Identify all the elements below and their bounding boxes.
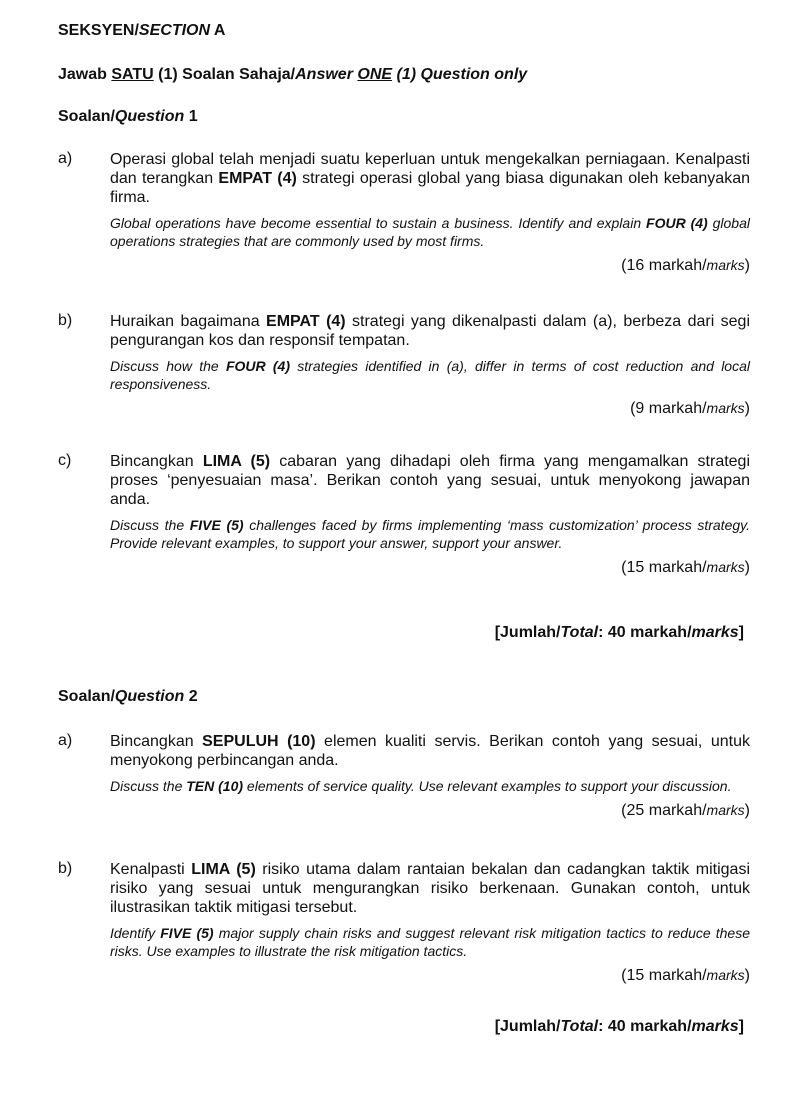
answer-instruction: Jawab SATU (1) Soalan Sahaja/Answer ONE (1) Question only [58, 66, 528, 83]
question-text-en: Global operations have become essential to sustain a business. Identify and explain FOUR (4) global operations strategies that are commonly used by most firms. [110, 215, 750, 249]
part-letter: a) [58, 732, 73, 749]
question-1-total: [Jumlah/Total: 40 markah/marks] [494, 624, 744, 641]
question-text-en: Discuss the FIVE (5) challenges faced by firms implementing ‘mass customization’ process strategy. Provide relevant examples, to support your answer, support your answer. [110, 517, 750, 551]
marks-allocation: (15 markah/marks) [621, 559, 750, 576]
section-heading: SEKSYEN/SECTION A [58, 22, 226, 39]
question-1-title: Soalan/Question 1 [58, 108, 198, 125]
question-1a [58, 150, 750, 275]
question-text-en: Discuss the TEN (10) elements of service quality. Use relevant examples to support your discussion. [110, 778, 732, 794]
marks-allocation: (16 markah/marks) [621, 257, 750, 274]
question-text-en: Identify FIVE (5) major supply chain risks and suggest relevant risk mitigation tactics to reduce these risks. Use examples to illustrate the risk mitigation tactics. [110, 925, 751, 959]
question-2-total: [Jumlah/Total: 40 markah/marks] [494, 1018, 744, 1035]
part-letter: c) [58, 452, 72, 469]
marks-allocation: (9 markah/marks) [630, 400, 750, 417]
question-text-ms: Kenalpasti LIMA (5) risiko utama dalam rantaian bekalan dan cadangkan taktik mitigasi risiko yang sesuai untuk mengurangkan risiko berkenaan. Gunakan contoh, untuk ilustrasikan taktik mitigasi tersebut. [110, 861, 750, 916]
question-text-ms: Huraikan bagaimana EMPAT (4) strategi yang dikenalpasti dalam (a), berbeza dari segi pengurangan kos dan responsif tempatan. [110, 313, 751, 349]
part-letter: a) [58, 150, 73, 167]
question-2a [58, 732, 750, 820]
part-letter: b) [58, 860, 73, 877]
question-text-ms: Operasi global telah menjadi suatu keperluan untuk mengekalkan perniagaan. Kenalpasti dan terangkan EMPAT (4) strategi operasi global yang biasa digunakan oleh kebanyakan firma. [110, 151, 751, 206]
question-2b [58, 860, 750, 985]
question-text-ms: Bincangkan SEPULUH (10) elemen kualiti servis. Berikan contoh yang sesuai, untuk menyokong perbincangan anda. [110, 733, 751, 769]
question-1c [58, 452, 750, 577]
question-text-en: Discuss how the FOUR (4) strategies identified in (a), differ in terms of cost reduction and local responsiveness. [110, 358, 750, 392]
question-1b [58, 312, 750, 418]
part-letter: b) [58, 312, 73, 329]
question-text-ms: Bincangkan LIMA (5) cabaran yang dihadapi oleh firma yang mengamalkan strategi proses ‘penyesuaian masa’. Berikan contoh yang sesuai, untuk menyokong jawapan anda. [110, 453, 751, 508]
marks-allocation: (15 markah/marks) [621, 967, 750, 984]
question-2-title: Soalan/Question 2 [58, 688, 198, 705]
marks-allocation: (25 markah/marks) [621, 802, 750, 819]
